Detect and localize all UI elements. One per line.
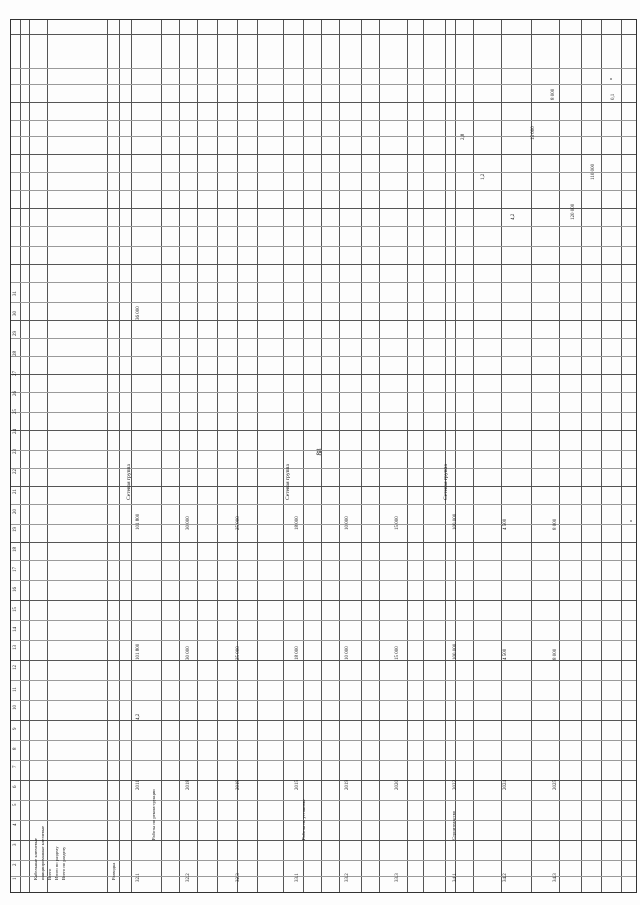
grid-column-line [11,320,636,321]
grid-row-line [217,20,218,892]
section-label: Сетевая группа [126,464,132,500]
grid-column-line [11,524,636,525]
row-number: 32.3 [236,873,241,882]
column-number: 30 [13,311,18,316]
row-value: 30 000 [186,646,191,660]
row-value: 15 000 [395,646,400,660]
row-value: 8 000 [553,648,558,660]
grid-row-line [531,20,532,892]
column-number: 26 [13,391,18,396]
grid-column-line [11,876,636,877]
row-value: 101 800 [136,643,141,660]
row-description: Работы по реконструкции [151,789,156,840]
total-value: 0,1 [611,93,616,100]
total-value: 4,2 [511,213,516,220]
column-number: 9 [13,727,18,730]
grid-row-line [321,20,322,892]
scan-speck [630,520,632,522]
row-year: 2022 [453,780,458,790]
column-number: 25 [13,409,18,414]
grid-column-line [11,700,636,701]
row-year: 2025 [553,780,558,790]
section-label: Сетевая группа [443,464,449,500]
row-year: 2015 [295,780,300,790]
column-number: 13 [13,645,18,650]
grid-column-line [11,302,636,303]
row-number: 33.2 [345,873,350,882]
column-number: 17 [13,567,18,572]
grid-column-line [11,120,636,121]
grid-row-line [339,20,340,892]
grid-row-line [361,20,362,892]
grid-column-line [11,208,636,209]
column-number: 28 [13,351,18,356]
row-value: 25 000 [236,646,241,660]
row-description: Строительство [451,810,456,840]
header-label: Всего по разделу [61,846,66,880]
column-number: 14 [13,627,18,632]
grid-column-line [11,34,636,35]
row-description: Работы по установке [301,799,306,840]
grid-row-line [131,20,132,892]
row-value: 4,2 [136,713,141,720]
row-value: 100 000 [453,643,458,660]
row-value: 100 000 [453,513,458,530]
row-number: 32.2 [186,873,191,882]
grid-row-line [20,20,21,892]
grid-column-line [11,338,636,339]
grid-column-line [11,430,636,431]
column-number: 23 [13,449,18,454]
column-number: 15 [13,607,18,612]
grid-row-line [119,20,120,892]
header-label: Разводка [111,862,116,880]
scan-speck [610,78,612,80]
rotated-table [10,19,637,893]
column-number: 4 [13,823,18,826]
grid-column-line [11,820,636,821]
grid-row-line [445,20,446,892]
grid-column-line [11,860,636,861]
row-number: 34.2 [503,873,508,882]
grid-row-line [283,20,284,892]
column-number: 22 [13,469,18,474]
row-value: 4 500 [503,518,508,530]
row-year: 2019 [236,780,241,790]
row-value: 25 000 [236,516,241,530]
column-number: 8 [13,747,18,750]
column-number: 2 [13,863,18,866]
row-value: 18 000 [295,516,300,530]
total-value: 1,2 [481,173,486,180]
row-value: 18 000 [295,646,300,660]
row-year: 2019 [345,780,350,790]
grid-column-line [11,680,636,681]
row-number: 33.3 [395,873,400,882]
grid-row-line [161,20,162,892]
header-label: Итого по разделу [54,846,59,880]
row-number: 34.3 [553,873,558,882]
row-year: 2018 [186,780,191,790]
grid-row-line [257,20,258,892]
grid-column-line [11,660,636,661]
row-year: 2024 [503,780,508,790]
column-number: 21 [13,489,18,494]
grid-column-line [11,720,636,721]
column-number: 3 [13,843,18,846]
grid-column-line [11,154,636,155]
row-value: 10 000 [345,646,350,660]
grid-column-line [11,84,636,85]
grid-column-line [11,560,636,561]
grid-column-line [11,172,636,173]
grid-row-line [559,20,560,892]
grid-column-line [11,68,636,69]
grid-row-line [197,20,198,892]
row-number: 33.1 [295,873,300,882]
grid-row-line [501,20,502,892]
grid-column-line [11,468,636,469]
grid-column-line [11,282,636,283]
grid-column-line [11,800,636,801]
column-number: 31 [13,291,18,296]
row-value: 101 800 [136,513,141,530]
grid-row-line [107,20,108,892]
grid-row-line [237,20,238,892]
row-value: 4 500 [503,648,508,660]
column-number: 20 [13,509,18,514]
header-label: Кабельные ключевые [33,838,38,880]
column-number: 19 [13,527,18,532]
grid-column-line [11,620,636,621]
grid-row-line [455,20,456,892]
column-number: 16 [13,587,18,592]
grid-row-line [473,20,474,892]
column-number: 18 [13,547,18,552]
row-value: 8 000 [553,518,558,530]
grid-row-line [423,20,424,892]
grid-column-line [11,450,636,451]
column-number: 10 [13,705,18,710]
column-number: 6 [13,785,18,788]
grid-column-line [11,356,636,357]
grid-column-line [11,190,636,191]
row-value: 15 000 [395,516,400,530]
grid-row-line [303,20,304,892]
grid-column-line [11,264,636,265]
grid-column-line [11,374,636,375]
column-number: 7 [13,765,18,768]
section-label: Сетевая группа [285,464,291,500]
grid-column-line [11,392,636,393]
grid-column-line [11,542,636,543]
column-number: 11 [13,687,18,692]
grid-column-line [11,600,636,601]
grid-column-line [11,760,636,761]
row-value: 10 000 [345,516,350,530]
column-number: 5 [13,803,18,806]
grid-row-line [47,20,48,892]
row-year: 2020 [395,780,400,790]
header-label: Всего [47,868,52,880]
total-value: 110 000 [591,163,596,180]
column-number: 29 [13,331,18,336]
row-number: 32.1 [136,873,141,882]
grid-row-line [581,20,582,892]
grid-column-line [11,226,636,227]
grid-row-line [601,20,602,892]
grid-row-line [179,20,180,892]
grid-column-line [11,740,636,741]
grid-column-line [11,246,636,247]
column-number: 1 [13,877,18,880]
row-value: 30 000 [186,516,191,530]
grid-column-line [11,412,636,413]
grid-row-line [379,20,380,892]
grid-column-line [11,840,636,841]
row-value: 36 000 [136,306,141,320]
grid-column-line [11,136,636,137]
header-label: инициированные ключевые [40,825,45,880]
grid-row-line [407,20,408,892]
page-number: 88 [315,448,324,456]
total-value: 120 000 [571,203,576,220]
column-number: 12 [13,665,18,670]
grid-column-line [11,640,636,641]
grid-column-line [11,580,636,581]
grid-column-line [11,780,636,781]
column-number: 24 [13,429,18,434]
total-value: 15 000 [531,126,536,140]
grid-column-line [11,102,636,103]
total-value: 2,8 [461,133,466,140]
row-year: 2011 [136,780,141,790]
total-value: 8 000 [551,88,556,100]
grid-row-line [29,20,30,892]
grid-column-line [11,504,636,505]
grid-column-line [11,486,636,487]
column-number: 27 [13,371,18,376]
row-number: 34.1 [453,873,458,882]
grid-row-line [621,20,622,892]
